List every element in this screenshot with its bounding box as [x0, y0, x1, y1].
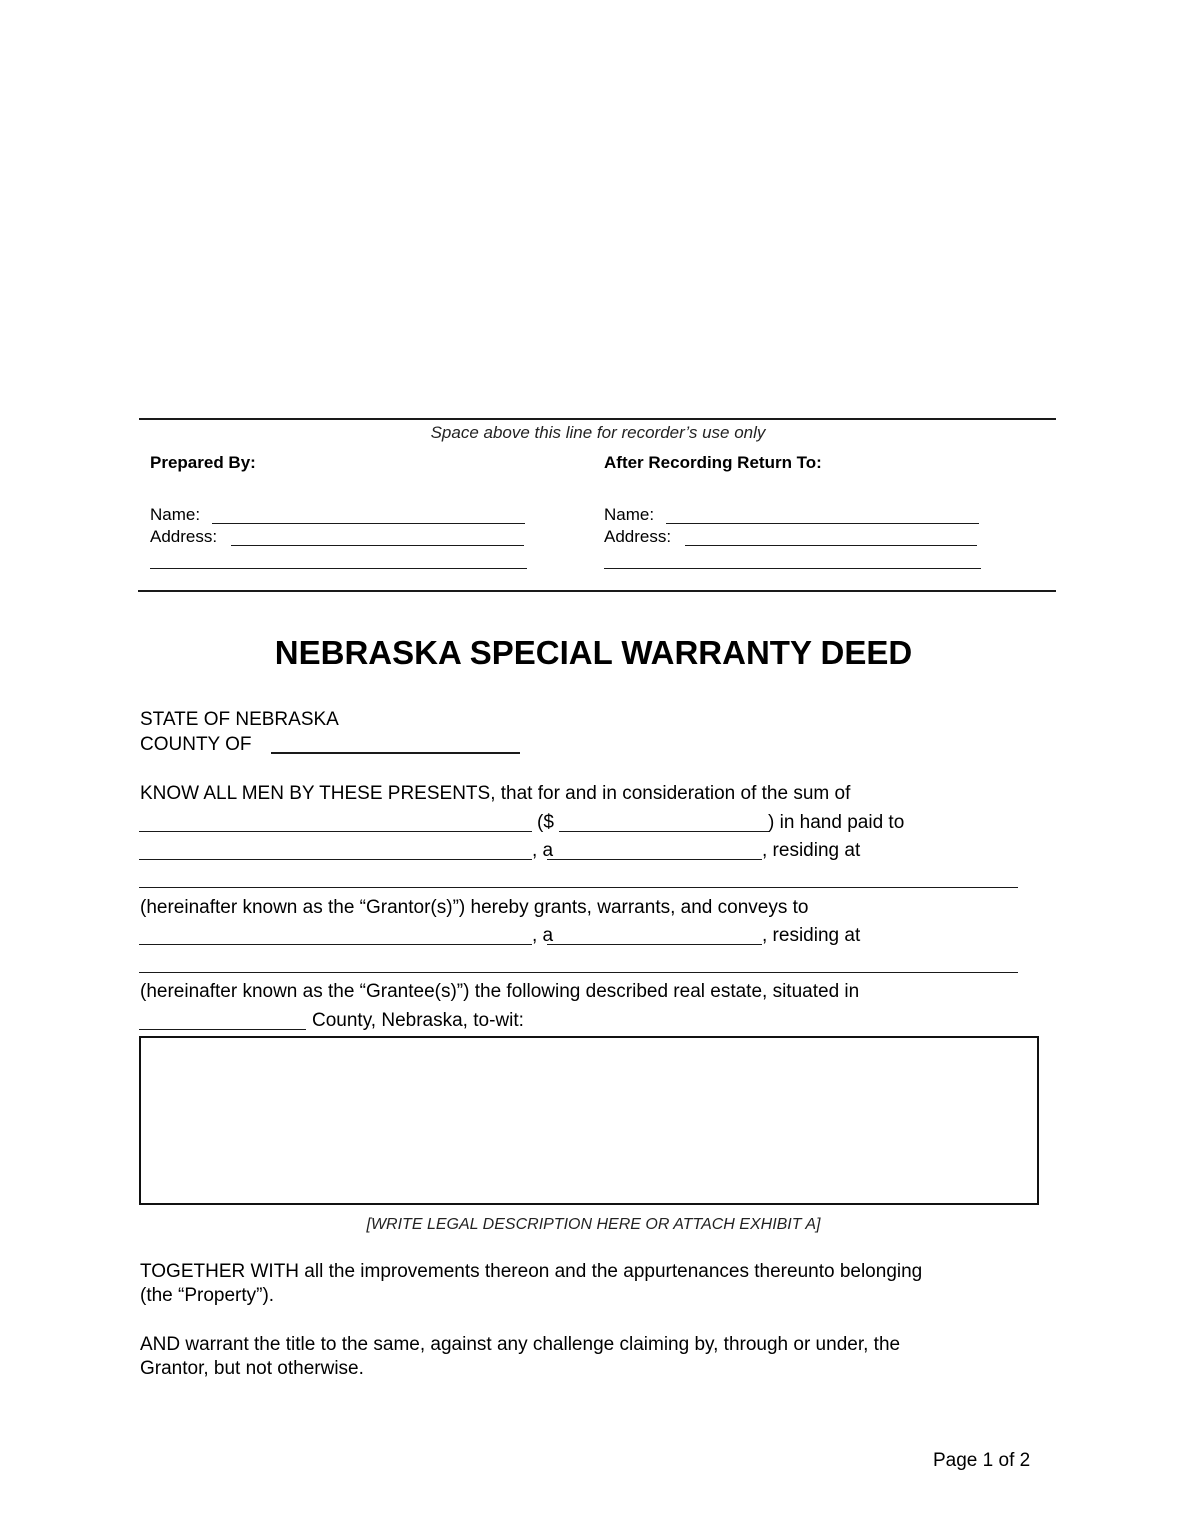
consideration-words-field[interactable]: [139, 831, 532, 832]
return-to-address-field[interactable]: [685, 545, 977, 546]
prepared-by-address-label: Address:: [150, 527, 218, 546]
paid-to-label: ) in hand paid to: [768, 812, 905, 833]
grantor-address-field[interactable]: [139, 887, 1018, 888]
grantor-residing-label: , residing at: [762, 840, 861, 861]
warrant-line2: Grantor, but not otherwise.: [140, 1358, 364, 1379]
grantor-a-label: , a: [532, 840, 554, 861]
return-to-name-label: Name:: [604, 505, 655, 524]
prepared-by-heading: Prepared By:: [150, 453, 256, 472]
together-with-line2: (the “Property”).: [140, 1285, 275, 1306]
grantor-name-field[interactable]: [139, 859, 532, 860]
county-field[interactable]: [271, 752, 520, 754]
property-county-field[interactable]: [139, 1029, 306, 1030]
prepared-by-name-field[interactable]: [212, 523, 525, 524]
grantee-residing-label: , residing at: [762, 925, 861, 946]
county-suffix: County, Nebraska, to-wit:: [312, 1010, 524, 1031]
consideration-amount-field[interactable]: [559, 831, 769, 832]
prepared-by-address-field[interactable]: [231, 545, 524, 546]
grantee-status-field[interactable]: [547, 944, 762, 945]
dollar-open: ($: [537, 812, 554, 833]
return-to-heading: After Recording Return To:: [604, 453, 822, 472]
recorder-top-rule: [139, 418, 1056, 420]
recorder-bottom-rule: [138, 590, 1056, 592]
state-line: STATE OF NEBRASKA: [140, 709, 339, 730]
grantor-status-field[interactable]: [547, 859, 762, 860]
prepared-by-name-label: Name:: [150, 505, 201, 524]
together-with-line1: TOGETHER WITH all the improvements thereon and the appurtenances thereunto belonging: [140, 1261, 923, 1282]
prepared-by-address-line2-field[interactable]: [150, 568, 527, 569]
grantee-known-as: (hereinafter known as the “Grantee(s)”) the following described real estate, situated in: [140, 981, 860, 1002]
recorder-note: Space above this line for recorder’s use only: [430, 423, 766, 442]
warrant-line1: AND warrant the title to the same, against any challenge claiming by, through or under, the: [140, 1334, 901, 1355]
legal-description-caption: [WRITE LEGAL DESCRIPTION HERE OR ATTACH EXHIBIT A]: [366, 1216, 821, 1233]
grantee-address-field[interactable]: [139, 972, 1018, 973]
county-label: COUNTY OF: [140, 734, 252, 755]
grantee-name-field[interactable]: [139, 944, 532, 945]
grantor-known-as: (hereinafter known as the “Grantor(s)”) hereby grants, warrants, and conveys to: [140, 897, 809, 918]
consideration-intro: KNOW ALL MEN BY THESE PRESENTS, that for and in consideration of the sum of: [140, 783, 851, 804]
return-to-address-label: Address:: [604, 527, 672, 546]
grantee-a-label: , a: [532, 925, 554, 946]
page-title: NEBRASKA SPECIAL WARRANTY DEED: [274, 634, 913, 671]
page-number: Page 1 of 2: [933, 1450, 1031, 1471]
legal-description-box[interactable]: [139, 1036, 1039, 1205]
return-to-name-field[interactable]: [666, 523, 979, 524]
return-to-address-line2-field[interactable]: [604, 568, 981, 569]
